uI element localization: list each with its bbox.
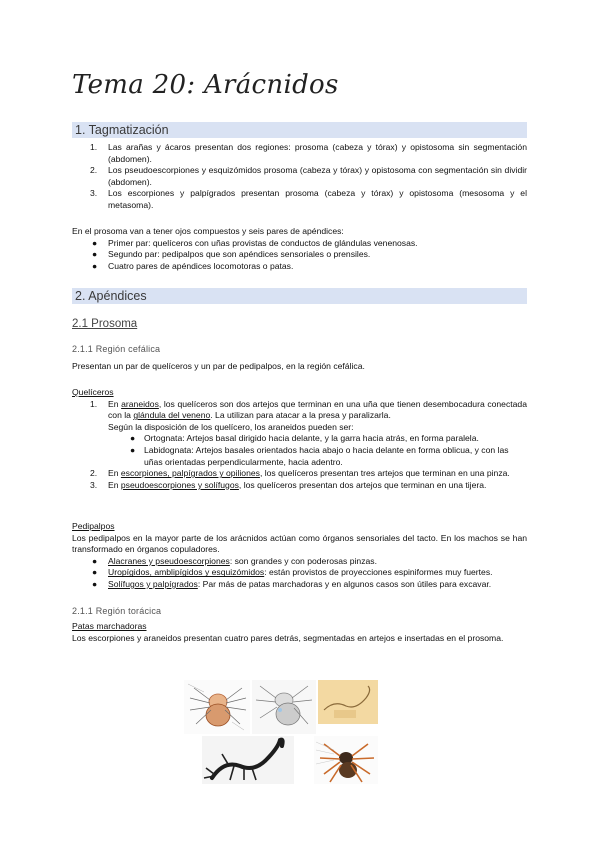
spider-diagram-2-icon: [252, 680, 316, 734]
text: : Par más de patas marchadoras y en algunos casos son útiles para excavar.: [197, 578, 492, 589]
bullet-icon: ●: [92, 260, 98, 271]
page-title: Tema 20: Arácnidos: [72, 70, 339, 100]
text: En: [108, 479, 121, 490]
term-escorpiones: escorpiones, palpígrados y opiliones: [120, 468, 260, 479]
queliceros-block: [72, 387, 527, 491]
text: Según la disposición de los quelícero, los araneidos pueden ser:: [108, 421, 354, 432]
list-item: [72, 579, 527, 591]
list-number: 1.: [90, 142, 98, 152]
section-heading-apendices: 2. Apéndices: [72, 288, 527, 304]
tagmatizacion-list: [72, 142, 527, 212]
list-item: [72, 556, 527, 568]
list-item-text: Los escorpiones y palpígrados presentan prosoma (cabeza y tórax) y opistosoma (mesosoma y el metasoma).: [108, 188, 527, 210]
patas-title: Patas marchadoras: [72, 621, 147, 631]
list-item-text: Segundo par: pedipalpos que son apéndices sensoriales o prensiles.: [108, 249, 371, 260]
arachnid-figures: [184, 680, 378, 784]
subheading-prosoma: 2.1 Prosoma: [72, 318, 138, 330]
term: Solífugos y palpígrados: [108, 578, 198, 589]
term-pseudoescorpiones: pseudoescorpiones y solífugos: [120, 479, 239, 490]
scorpion-photo-icon: [202, 736, 294, 784]
list-item-text: Ortognata: Artejos basal dirigido hacia delante, y la garra hacia atrás, en forma paralela.: [144, 433, 479, 444]
text: , los quelíceros presentan dos artejos que terminan en una tijera.: [238, 479, 487, 490]
text: En: [108, 468, 121, 479]
list-item: [72, 480, 527, 492]
bullet-icon: ●: [92, 567, 98, 578]
list-item: [72, 249, 527, 261]
bullet-icon: ●: [92, 249, 98, 260]
list-item-text: Cuatro pares de apéndices locomotoras o patas.: [108, 260, 294, 271]
text: En: [108, 398, 122, 409]
text: , los quelíceros son dos artejos que terminan en una uña que tienen desembocadura conectada con la: [108, 398, 527, 421]
text: : están provistos de proyecciones espiniformes muy fuertes.: [264, 567, 493, 578]
patas-block: [72, 621, 527, 644]
list-item: [72, 261, 527, 273]
list-number: 2.: [90, 468, 98, 479]
bullet-icon: ●: [130, 433, 136, 444]
list-item-text: Los pseudoescorpiones y esquizómidos prosoma (cabeza y tórax) y opistosoma con segmentación sin dividir (abdomen).: [108, 165, 527, 187]
pedipalpos-text: Los pedipalpos en la mayor parte de los arácnidos actúan como órganos sensoriales del tacto. En los machos se han transformado en órganos copuladores.: [72, 532, 527, 555]
section-heading-tagmatizacion: 1. Tagmatización: [72, 122, 527, 138]
bullet-icon: ●: [130, 444, 136, 455]
pedipalpos-block: [72, 521, 527, 591]
text: . La utilizan para atacar a la presa y paralizarla.: [210, 410, 391, 421]
term: Uropígidos, amblipígidos y esquizómidos: [108, 567, 265, 578]
list-number: 1.: [90, 398, 98, 409]
patas-text: Los escorpiones y araneidos presentan cuatro pares detrás, segmentadas en artejos e insertadas en el prosoma.: [72, 632, 504, 643]
text: : son grandes y con poderosas pinzas.: [229, 555, 377, 566]
intro-text: En el prosoma van a tener ojos compuestos y seis pares de apéndices:: [72, 226, 344, 236]
bullet-icon: ●: [92, 555, 98, 566]
list-item-text: Labidognata: Artejos basales orientados hacia abajo o hacia delante en forma oblicua, y con las uñas orientadas perpendicularmente, hacia adentro.: [144, 444, 509, 467]
list-item: [72, 445, 527, 468]
scorpion-sketch-icon: [318, 680, 378, 724]
list-item: [72, 433, 527, 445]
list-item-text: Las arañas y ácaros presentan dos regiones: prosoma (cabeza y tórax) y opistosoma sin segmentación (abdomen).: [108, 142, 527, 164]
list-item: [72, 238, 527, 250]
list-item: [72, 165, 527, 188]
spider-diagram-1-icon: [184, 680, 250, 734]
prosoma-intro: [72, 226, 527, 272]
pedipalpos-title: Pedipalpos: [72, 521, 115, 531]
list-number: 2.: [90, 165, 98, 176]
list-item-text: Primer par: quelíceros con uñas provistas de conductos de glándulas venenosas.: [108, 237, 418, 248]
term-glandula: glándula del veneno: [133, 410, 211, 421]
list-number: 3.: [90, 188, 98, 199]
cefalica-intro: Presentan un par de quelíceros y un par de pedipalpos, en la región cefálica.: [72, 361, 365, 371]
term: Alacranes y pseudoescorpiones: [108, 555, 230, 566]
subheading-region-toracica: 2.1.1 Región torácica: [72, 606, 162, 616]
list-item: [72, 142, 527, 165]
list-item: [72, 188, 527, 211]
bullet-icon: ●: [92, 237, 98, 248]
text: , los quelíceros presentan tres artejos que terminan en una pinza.: [259, 468, 510, 479]
list-item: [72, 567, 527, 579]
subheading-region-cefalica: 2.1.1 Región cefálica: [72, 344, 161, 354]
bullet-icon: ●: [92, 578, 98, 589]
queliceros-title: Quelíceros: [72, 387, 114, 397]
tarantula-icon: [314, 736, 378, 784]
list-number: 3.: [90, 479, 98, 490]
list-item: [72, 468, 527, 480]
term-araneidos: araneidos: [121, 398, 159, 409]
list-item: [72, 399, 527, 434]
